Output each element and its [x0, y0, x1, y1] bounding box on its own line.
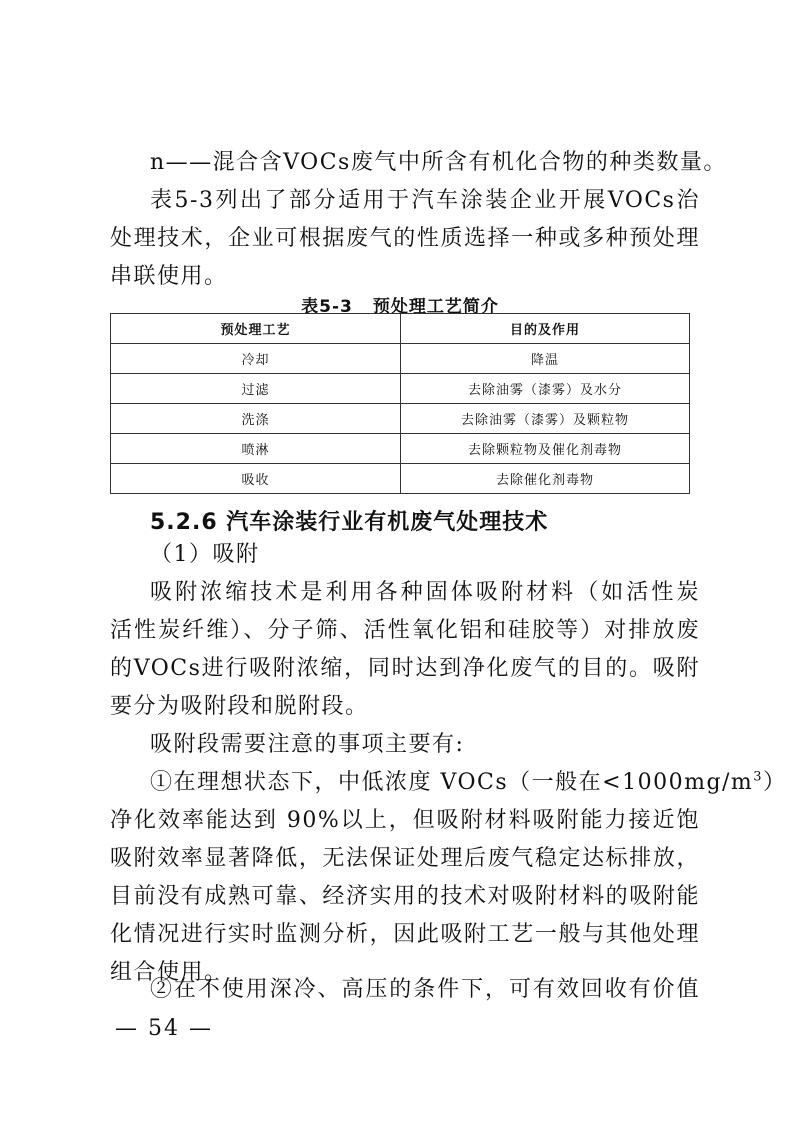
paragraph-line: 活性炭纤维）、分子筛、活性氧化铝和硅胶等）对排放废	[110, 618, 700, 643]
superscript: 3	[753, 769, 764, 785]
table-cell: 去除油雾（漆雾）及水分	[401, 374, 690, 404]
table-row	[111, 464, 690, 494]
table-cell: 洗涤	[111, 404, 401, 434]
paragraph-line: 处理技术，企业可根据废气的性质选择一种或多种预处理	[110, 226, 700, 251]
section-heading: 5.2.6 汽车涂装行业有机废气处理技术	[150, 510, 549, 535]
table-cell: 去除颗粒物及催化剂毒物	[401, 434, 690, 464]
table-cell: 去除油雾（漆雾）及颗粒物	[401, 404, 690, 434]
pretreatment-table	[110, 313, 690, 494]
paragraph-line: 串联使用。	[110, 264, 228, 289]
table-header-cell: 目的及作用	[401, 314, 690, 344]
page-number: — 54 —	[115, 1016, 213, 1041]
paragraph-line: 吸附浓缩技术是利用各种固体吸附材料（如活性炭	[150, 580, 700, 605]
paragraph-text: ）	[763, 770, 787, 795]
table-cell: 降温	[401, 344, 690, 374]
paragraph-line: 化情况进行实时监测分析，因此吸附工艺一般与其他处理	[110, 922, 700, 947]
table-header-row	[111, 314, 690, 344]
table-row	[111, 374, 690, 404]
paragraph-line: 的VOCs进行吸附浓缩，同时达到净化废气的目的。吸附	[110, 656, 700, 681]
table-header-cell: 预处理工艺	[111, 314, 401, 344]
paragraph-line	[150, 768, 787, 798]
table-row	[111, 344, 690, 374]
table-row	[111, 404, 690, 434]
subsection-title: （1）吸附	[150, 542, 260, 567]
table-cell: 去除催化剂毒物	[401, 464, 690, 494]
table-cell: 冷却	[111, 344, 401, 374]
paragraph-line: 吸附段需要注意的事项主要有:	[150, 732, 465, 757]
n-definition: n——混合含VOCs废气中所含有机化合物的种类数量。	[150, 150, 727, 175]
paragraph-line: ②在不使用深冷、高压的条件下，可有效回收有价值	[150, 977, 700, 1002]
paragraph-text: ①在理想状态下，中低浓度 VOCs（一般在<1000mg/m	[150, 770, 754, 795]
paragraph-line: 要分为吸附段和脱附段。	[110, 694, 369, 719]
paragraph-line: 吸附效率显著降低，无法保证处理后废气稳定达标排放，	[110, 846, 700, 871]
paragraph-line: 表5-3列出了部分适用于汽车涂装企业开展VOCs治	[150, 188, 700, 213]
table-caption-number: 表5-3	[301, 297, 353, 317]
paragraph-line: 组合使用。	[110, 960, 228, 985]
paragraph-line: 目前没有成熟可靠、经济实用的技术对吸附材料的吸附能	[110, 884, 700, 909]
table-cell: 喷淋	[111, 434, 401, 464]
table-cell: 吸收	[111, 464, 401, 494]
table-caption-title: 预处理工艺简介	[372, 297, 499, 317]
table-cell: 过滤	[111, 374, 401, 404]
paragraph-line: 净化效率能达到 90%以上，但吸附材料吸附能力接近饱	[110, 808, 700, 833]
table-row	[111, 434, 690, 464]
